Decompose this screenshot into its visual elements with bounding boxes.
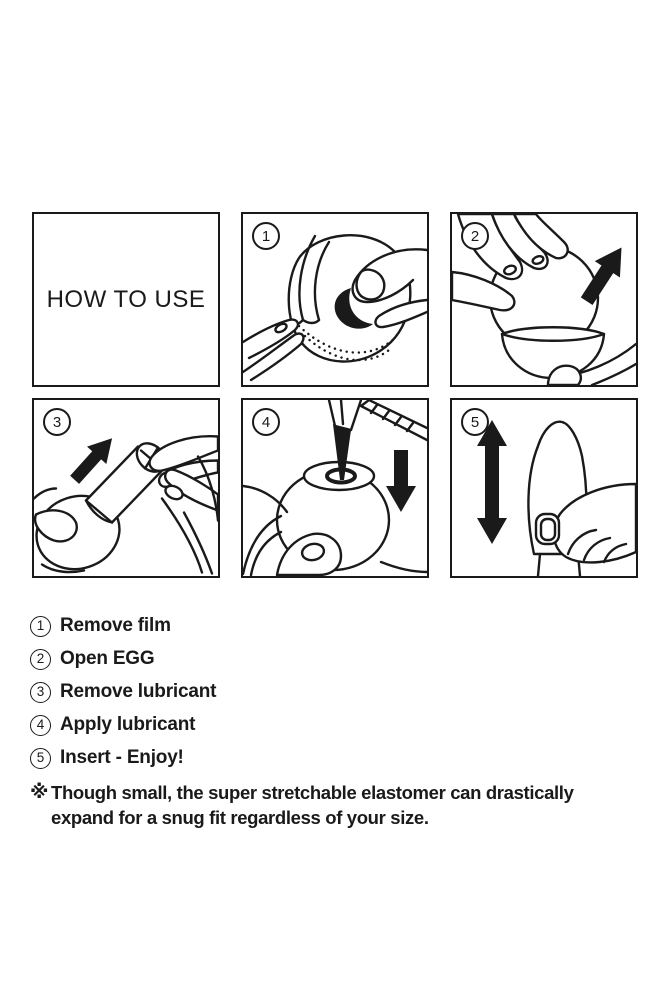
panel-step-4 — [241, 398, 429, 578]
panel-step-2 — [450, 212, 638, 387]
step-number-badge: 1 — [252, 222, 280, 250]
lubricant-sachet — [329, 400, 361, 430]
step-number-badge: 4 — [252, 408, 280, 436]
panel-step-5 — [450, 398, 638, 578]
instruction-text: Remove lubricant — [60, 681, 217, 702]
list-item — [30, 681, 650, 703]
list-item — [30, 714, 650, 736]
circled-number: 4 — [30, 715, 51, 736]
instruction-list — [30, 615, 650, 830]
sachet-torn-strip — [361, 400, 427, 440]
wrist-line — [381, 562, 427, 572]
circled-number: 2 — [30, 649, 51, 670]
panel-how-to-use — [32, 212, 220, 387]
list-item — [30, 615, 650, 637]
arrow-down-icon — [386, 450, 416, 512]
panel-step-1 — [241, 212, 429, 387]
instruction-text: Open EGG — [60, 648, 155, 669]
list-item — [30, 648, 650, 670]
step-panel-grid — [32, 212, 638, 578]
step-number-badge: 3 — [43, 408, 71, 436]
page-title: HOW TO USE — [46, 285, 206, 313]
step-number-badge: 5 — [461, 408, 489, 436]
list-item — [30, 747, 650, 769]
reference-mark: ※ — [30, 781, 49, 803]
circled-number: 3 — [30, 682, 51, 703]
left-hand-line — [34, 489, 56, 499]
arrow-up-down-icon — [477, 420, 507, 544]
panel-step-3 — [32, 398, 220, 578]
circled-number: 1 — [30, 616, 51, 637]
instruction-text: Insert - Enjoy! — [60, 747, 184, 768]
circled-number: 5 — [30, 748, 51, 769]
note-text — [51, 780, 574, 830]
size-note — [30, 780, 650, 830]
left-hand-line — [243, 516, 281, 574]
instruction-text: Remove film — [60, 615, 171, 636]
step-number-badge: 2 — [461, 222, 489, 250]
instruction-text: Apply lubricant — [60, 714, 196, 735]
note-line-1: Though small, the super stretchable elastomer can drastically — [51, 782, 574, 803]
note-line-2: expand for a snug fit regardless of your size. — [51, 807, 429, 828]
